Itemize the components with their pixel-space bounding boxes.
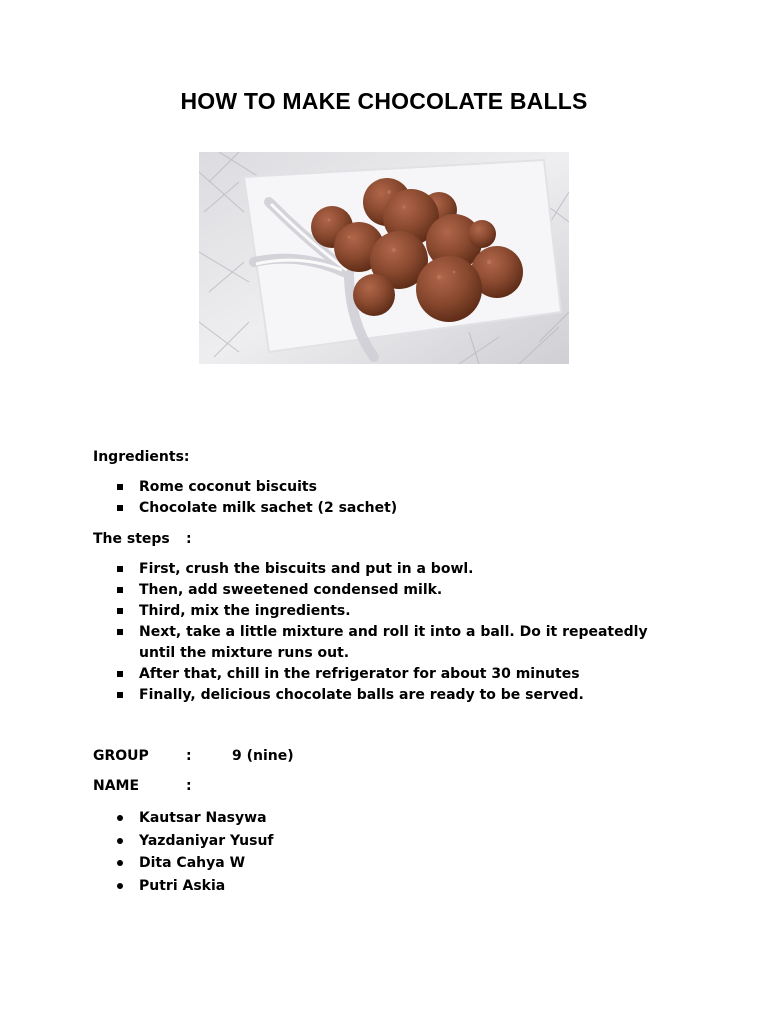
- steps-heading: [93, 529, 192, 550]
- chocolate-truffles-icon: [199, 152, 569, 364]
- name-label: NAME: [93, 778, 140, 794]
- name-row: [93, 776, 192, 797]
- step-item: First, crush the biscuits and put in a bowl.: [116, 559, 659, 580]
- step-item: After that, chill in the refrigerator for about 30 minutes: [116, 664, 659, 685]
- chocolate-balls-photo: [199, 152, 569, 364]
- member-item: Dita Cahya W: [116, 852, 659, 875]
- step-item: Next, take a little mixture and roll it into a ball. Do it repeatedly until the mixture runs out.: [116, 622, 659, 664]
- group-colon: :: [186, 748, 192, 764]
- steps-list: [116, 559, 659, 706]
- ingredients-heading: [93, 447, 190, 468]
- member-item: Kautsar Nasywa: [116, 807, 659, 830]
- step-item: Third, mix the ingredients.: [116, 601, 659, 622]
- ingredients-colon: :: [183, 449, 190, 465]
- members-list: [116, 807, 659, 897]
- group-row: [93, 746, 294, 767]
- member-item: Putri Askia: [116, 875, 659, 898]
- ingredients-label: Ingredients: [93, 449, 184, 465]
- ingredient-item: Chocolate milk sachet (2 sachet): [116, 498, 659, 519]
- ingredients-list: [116, 477, 659, 519]
- member-item: Yazdaniyar Yusuf: [116, 830, 659, 853]
- step-item: Then, add sweetened condensed milk.: [116, 580, 659, 601]
- name-colon: :: [186, 778, 192, 794]
- steps-label: The steps: [93, 531, 170, 547]
- step-item: Finally, delicious chocolate balls are ready to be served.: [116, 685, 659, 706]
- page-title: HOW TO MAKE CHOCOLATE BALLS: [180, 88, 588, 114]
- group-label: GROUP: [93, 748, 149, 764]
- steps-colon: :: [186, 531, 192, 547]
- ingredient-item: Rome coconut biscuits: [116, 477, 659, 498]
- group-value: 9 (nine): [232, 748, 294, 764]
